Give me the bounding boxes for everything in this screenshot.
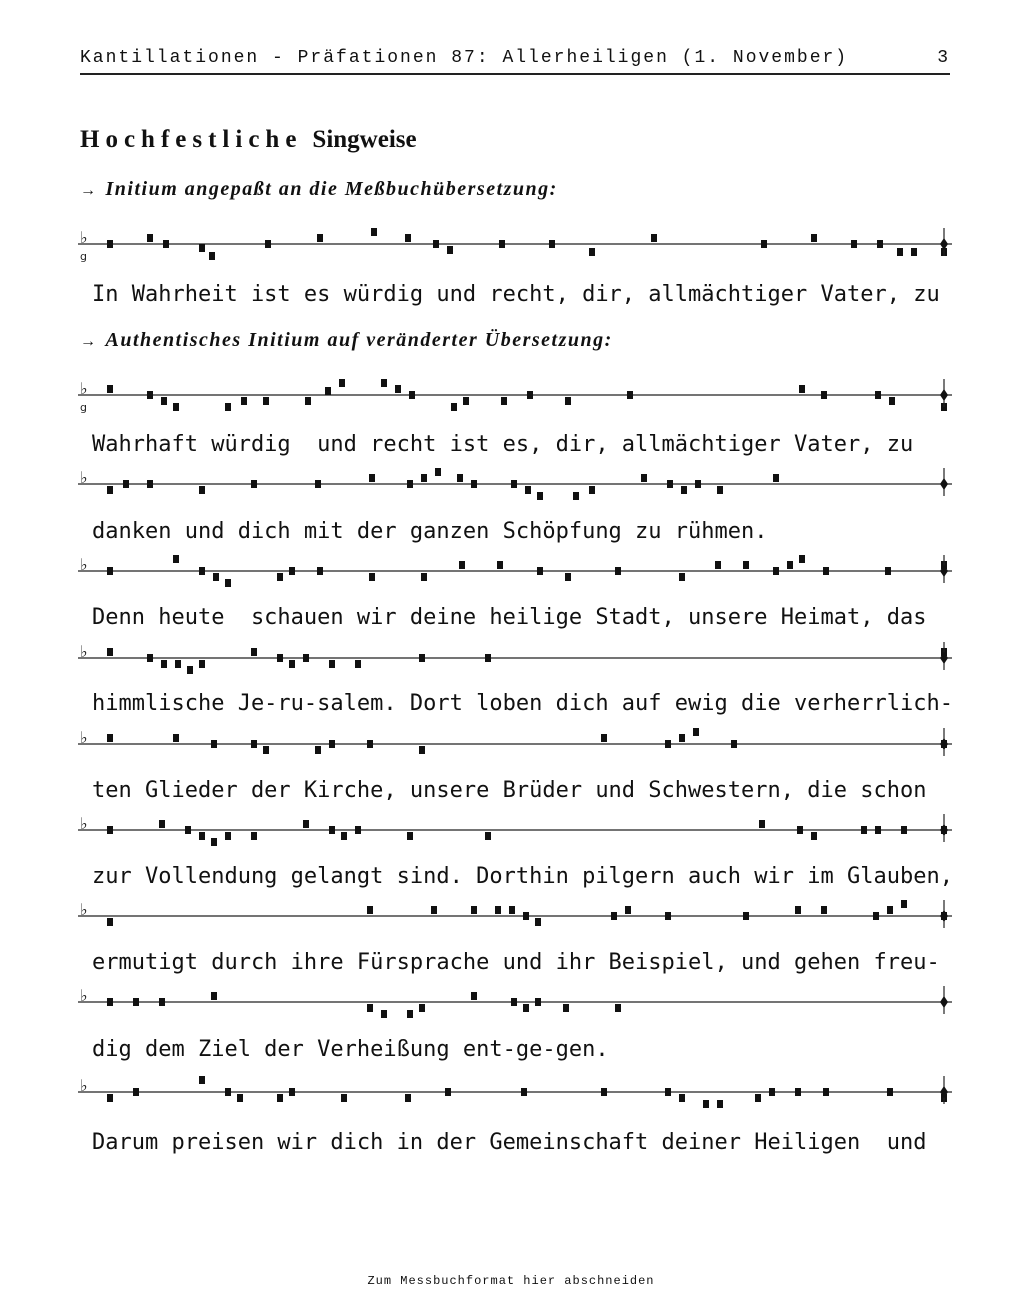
note-neume bbox=[565, 573, 571, 581]
note-neume bbox=[861, 826, 867, 834]
note-neume bbox=[199, 1076, 205, 1084]
note-neume bbox=[611, 912, 617, 920]
note-neume bbox=[369, 474, 375, 482]
variant-label-1: Initium angepaßt an die Meßbuchübersetzung: bbox=[105, 178, 558, 200]
section-title bbox=[80, 126, 417, 154]
final-diamond-icon bbox=[940, 738, 948, 750]
note-neume bbox=[405, 234, 411, 242]
chant-staff-6 bbox=[78, 722, 952, 762]
note-neume bbox=[537, 567, 543, 575]
chant-staff-4 bbox=[78, 549, 952, 589]
chant-staff-9 bbox=[78, 980, 952, 1020]
note-neume bbox=[355, 826, 361, 834]
note-neume bbox=[823, 567, 829, 575]
section-title-rest: Singweise bbox=[312, 126, 417, 153]
note-neume bbox=[451, 403, 457, 411]
note-neume bbox=[641, 474, 647, 482]
note-neume bbox=[419, 1004, 425, 1012]
note-neume bbox=[523, 1004, 529, 1012]
note-neume bbox=[199, 660, 205, 668]
flat-sign-icon: ♭ bbox=[80, 986, 88, 1005]
note-neume bbox=[107, 918, 113, 926]
chant-staff-3 bbox=[78, 462, 952, 502]
note-neume bbox=[811, 832, 817, 840]
chant-staff-5 bbox=[78, 636, 952, 676]
note-neume bbox=[289, 567, 295, 575]
note-neume bbox=[665, 912, 671, 920]
note-neume bbox=[107, 567, 113, 575]
note-neume bbox=[107, 486, 113, 494]
note-neume bbox=[147, 391, 153, 399]
note-neume bbox=[573, 492, 579, 500]
note-neume bbox=[627, 391, 633, 399]
variant-label-2: Authentisches Initium auf veränderter Übersetzung: bbox=[105, 329, 613, 351]
note-neume bbox=[459, 561, 465, 569]
note-neume bbox=[759, 820, 765, 828]
note-neume bbox=[445, 1088, 451, 1096]
note-neume bbox=[133, 1088, 139, 1096]
flat-sign-icon: ♭ bbox=[80, 900, 88, 919]
note-neume bbox=[795, 1088, 801, 1096]
note-neume bbox=[421, 474, 427, 482]
note-neume bbox=[339, 379, 345, 387]
note-neume bbox=[811, 234, 817, 242]
chant-staff-7 bbox=[78, 808, 952, 848]
note-neume bbox=[211, 740, 217, 748]
note-neume bbox=[681, 486, 687, 494]
note-neume bbox=[549, 240, 555, 248]
note-neume bbox=[263, 397, 269, 405]
final-diamond-icon bbox=[940, 389, 948, 401]
note-neume bbox=[471, 480, 477, 488]
note-neume bbox=[289, 1088, 295, 1096]
arrow-icon: → bbox=[80, 333, 98, 350]
note-neume bbox=[755, 1094, 761, 1102]
note-neume bbox=[485, 654, 491, 662]
note-neume bbox=[601, 734, 607, 742]
chant-staff-1 bbox=[78, 222, 952, 262]
note-neume bbox=[277, 573, 283, 581]
note-neume bbox=[315, 480, 321, 488]
page-number: 3 bbox=[937, 48, 950, 68]
note-neume bbox=[173, 403, 179, 411]
flat-sign-icon: ♭ bbox=[80, 728, 88, 747]
flat-sign-icon: ♭ bbox=[80, 379, 88, 398]
final-diamond-icon bbox=[940, 824, 948, 836]
note-neume bbox=[887, 906, 893, 914]
note-neume bbox=[381, 1010, 387, 1018]
note-neume bbox=[159, 820, 165, 828]
note-neume bbox=[761, 240, 767, 248]
note-neume bbox=[211, 838, 217, 846]
note-neume bbox=[497, 561, 503, 569]
note-neume bbox=[433, 240, 439, 248]
variant-heading-1 bbox=[80, 178, 558, 201]
note-neume bbox=[355, 660, 361, 668]
note-neume bbox=[251, 648, 257, 656]
clef-icon: g bbox=[80, 401, 87, 413]
note-neume bbox=[471, 906, 477, 914]
note-neume bbox=[305, 397, 311, 405]
note-neume bbox=[717, 486, 723, 494]
note-neume bbox=[525, 486, 531, 494]
note-neume bbox=[199, 832, 205, 840]
note-neume bbox=[163, 240, 169, 248]
note-neume bbox=[265, 240, 271, 248]
final-diamond-icon bbox=[940, 996, 948, 1008]
note-neume bbox=[851, 240, 857, 248]
lyric-line-2: Wahrhaft würdig und recht ist es, dir, allmächtiger Vater, zu bbox=[92, 432, 914, 457]
note-neume bbox=[341, 1094, 347, 1102]
final-diamond-icon bbox=[940, 478, 948, 490]
note-neume bbox=[161, 397, 167, 405]
note-neume bbox=[367, 740, 373, 748]
note-neume bbox=[799, 385, 805, 393]
chant-staff-10 bbox=[78, 1070, 952, 1110]
note-neume bbox=[107, 998, 113, 1006]
note-neume bbox=[367, 906, 373, 914]
note-neume bbox=[407, 1010, 413, 1018]
note-neume bbox=[303, 654, 309, 662]
lyric-line-9: dig dem Ziel der Verheißung ent-ge-gen. bbox=[92, 1037, 609, 1062]
note-neume bbox=[225, 579, 231, 587]
note-neume bbox=[431, 906, 437, 914]
note-neume bbox=[901, 900, 907, 908]
note-neume bbox=[317, 567, 323, 575]
note-neume bbox=[329, 740, 335, 748]
note-neume bbox=[897, 248, 903, 256]
note-neume bbox=[277, 1094, 283, 1102]
note-neume bbox=[565, 397, 571, 405]
note-neume bbox=[407, 480, 413, 488]
note-neume bbox=[367, 1004, 373, 1012]
note-neume bbox=[107, 1094, 113, 1102]
note-neume bbox=[161, 660, 167, 668]
flat-sign-icon: ♭ bbox=[80, 555, 88, 574]
note-neume bbox=[123, 480, 129, 488]
note-neume bbox=[799, 555, 805, 563]
cut-instruction: Zum Messbuchformat hier abschneiden bbox=[367, 1274, 655, 1288]
note-neume bbox=[537, 492, 543, 500]
note-neume bbox=[527, 391, 533, 399]
arrow-icon: → bbox=[80, 182, 98, 199]
header-title: Kantillationen - Präfationen 87: Allerheiligen (1. November) bbox=[80, 48, 849, 68]
note-neume bbox=[421, 573, 427, 581]
note-neume bbox=[521, 1088, 527, 1096]
lyric-line-3: danken und dich mit der ganzen Schöpfung zu rühmen. bbox=[92, 519, 768, 544]
note-neume bbox=[887, 1088, 893, 1096]
note-neume bbox=[175, 660, 181, 668]
note-neume bbox=[173, 555, 179, 563]
note-neume bbox=[173, 734, 179, 742]
note-neume bbox=[159, 998, 165, 1006]
note-neume bbox=[329, 826, 335, 834]
note-neume bbox=[693, 728, 699, 736]
note-neume bbox=[873, 912, 879, 920]
note-neume bbox=[251, 480, 257, 488]
note-neume bbox=[185, 826, 191, 834]
page-header bbox=[80, 48, 950, 75]
note-neume bbox=[511, 480, 517, 488]
note-neume bbox=[795, 906, 801, 914]
note-neume bbox=[371, 228, 377, 236]
note-neume bbox=[821, 391, 827, 399]
note-neume bbox=[875, 391, 881, 399]
note-neume bbox=[199, 244, 205, 252]
note-neume bbox=[535, 998, 541, 1006]
note-neume bbox=[911, 248, 917, 256]
note-neume bbox=[381, 379, 387, 387]
lyric-line-4: Denn heute schauen wir deine heilige Stadt, unsere Heimat, das bbox=[92, 605, 927, 630]
lyric-line-6: ten Glieder der Kirche, unsere Brüder und Schwestern, die schon bbox=[92, 778, 927, 803]
note-neume bbox=[237, 1094, 243, 1102]
chant-staff-8 bbox=[78, 894, 952, 934]
note-neume bbox=[615, 1004, 621, 1012]
note-neume bbox=[329, 660, 335, 668]
note-neume bbox=[213, 573, 219, 581]
note-neume bbox=[303, 820, 309, 828]
note-neume bbox=[889, 397, 895, 405]
note-neume bbox=[589, 248, 595, 256]
lyric-line-7: zur Vollendung gelangt sind. Dorthin pilgern auch wir im Glauben, bbox=[92, 864, 953, 889]
note-neume bbox=[225, 832, 231, 840]
note-neume bbox=[395, 385, 401, 393]
note-neume bbox=[695, 480, 701, 488]
note-neume bbox=[679, 1094, 685, 1102]
flat-sign-icon: ♭ bbox=[80, 642, 88, 661]
note-neume bbox=[277, 654, 283, 662]
note-neume bbox=[187, 666, 193, 674]
note-neume bbox=[797, 826, 803, 834]
note-neume bbox=[615, 567, 621, 575]
note-neume bbox=[289, 660, 295, 668]
note-neume bbox=[107, 734, 113, 742]
note-neume bbox=[885, 567, 891, 575]
note-neume bbox=[199, 567, 205, 575]
note-neume bbox=[601, 1088, 607, 1096]
note-neume bbox=[717, 1100, 723, 1108]
note-neume bbox=[419, 654, 425, 662]
note-neume bbox=[225, 1088, 231, 1096]
note-neume bbox=[877, 240, 883, 248]
note-neume bbox=[251, 740, 257, 748]
note-neume bbox=[731, 740, 737, 748]
note-neume bbox=[463, 397, 469, 405]
note-neume bbox=[773, 567, 779, 575]
note-neume bbox=[435, 468, 441, 476]
note-neume bbox=[875, 826, 881, 834]
note-neume bbox=[315, 746, 321, 754]
note-neume bbox=[651, 234, 657, 242]
note-neume bbox=[209, 252, 215, 260]
note-neume bbox=[341, 832, 347, 840]
note-neume bbox=[823, 1088, 829, 1096]
note-neume bbox=[447, 246, 453, 254]
note-neume bbox=[665, 740, 671, 748]
note-neume bbox=[495, 906, 501, 914]
flat-sign-icon: ♭ bbox=[80, 228, 88, 247]
note-neume bbox=[499, 240, 505, 248]
note-neume bbox=[419, 746, 425, 754]
lyric-line-5: himmlische Je-ru-salem. Dort loben dich auf ewig die verherrlich- bbox=[92, 691, 953, 716]
variant-heading-2 bbox=[80, 329, 613, 352]
note-neume bbox=[147, 480, 153, 488]
note-neume bbox=[485, 832, 491, 840]
note-neume bbox=[535, 918, 541, 926]
note-neume bbox=[501, 397, 507, 405]
note-neume bbox=[667, 480, 673, 488]
section-title-spaced: Hochfestliche bbox=[80, 126, 303, 153]
note-neume bbox=[743, 912, 749, 920]
note-neume bbox=[471, 992, 477, 1000]
note-neume bbox=[405, 1094, 411, 1102]
note-neume bbox=[107, 385, 113, 393]
note-neume bbox=[251, 832, 257, 840]
note-neume bbox=[715, 561, 721, 569]
final-diamond-icon bbox=[940, 910, 948, 922]
note-neume bbox=[225, 403, 231, 411]
flat-sign-icon: ♭ bbox=[80, 814, 88, 833]
note-neume bbox=[563, 1004, 569, 1012]
lyric-line-1: In Wahrheit ist es würdig und recht, dir, allmächtiger Vater, zu bbox=[92, 282, 940, 307]
note-neume bbox=[457, 474, 463, 482]
note-neume bbox=[107, 240, 113, 248]
note-neume bbox=[147, 234, 153, 242]
note-neume bbox=[625, 906, 631, 914]
note-neume bbox=[523, 912, 529, 920]
note-neume bbox=[407, 832, 413, 840]
clef-icon: g bbox=[80, 250, 87, 262]
lyric-line-8: ermutigt durch ihre Fürsprache und ihr Beispiel, und gehen freu- bbox=[92, 950, 940, 975]
note-neume bbox=[147, 654, 153, 662]
note-neume bbox=[199, 486, 205, 494]
note-neume bbox=[107, 826, 113, 834]
note-neume bbox=[769, 1088, 775, 1096]
note-neume bbox=[679, 573, 685, 581]
note-neume bbox=[901, 826, 907, 834]
note-neume bbox=[511, 998, 517, 1006]
note-neume bbox=[241, 397, 247, 405]
note-neume bbox=[317, 234, 323, 242]
note-neume bbox=[679, 734, 685, 742]
note-neume bbox=[703, 1100, 709, 1108]
note-neume bbox=[787, 561, 793, 569]
note-neume bbox=[133, 998, 139, 1006]
chant-staff-2 bbox=[78, 373, 952, 413]
note-neume bbox=[211, 992, 217, 1000]
note-neume bbox=[325, 387, 331, 395]
flat-sign-icon: ♭ bbox=[80, 468, 88, 487]
flat-sign-icon: ♭ bbox=[80, 1076, 88, 1095]
note-neume bbox=[743, 561, 749, 569]
note-neume bbox=[509, 906, 515, 914]
lyric-line-10: Darum preisen wir dich in der Gemeinschaft deiner Heiligen und bbox=[92, 1130, 927, 1155]
note-neume bbox=[369, 573, 375, 581]
note-neume bbox=[589, 486, 595, 494]
note-neume bbox=[409, 391, 415, 399]
note-neume bbox=[107, 648, 113, 656]
note-neume bbox=[665, 1088, 671, 1096]
note-neume bbox=[263, 746, 269, 754]
note-neume bbox=[821, 906, 827, 914]
note-neume bbox=[773, 474, 779, 482]
